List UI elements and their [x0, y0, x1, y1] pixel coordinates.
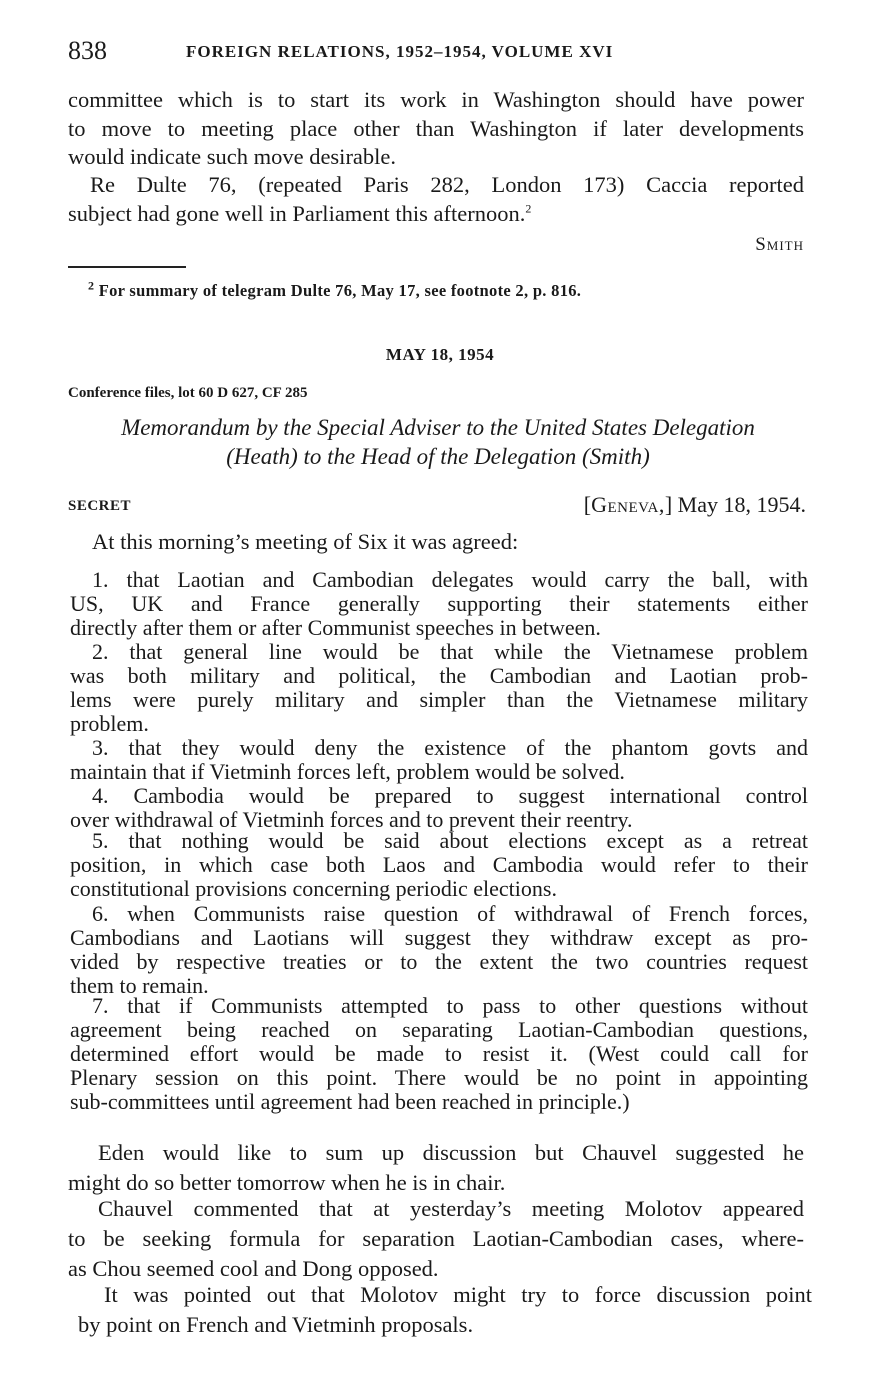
text-line: 2. that general line would be that while the Vietnamese problem [92, 639, 808, 664]
footnote-marker: 2 [88, 278, 95, 293]
agreement-item-5 [70, 829, 808, 901]
text-line: would indicate such move desirable. [68, 144, 397, 169]
date-heading: MAY 18, 1954 [385, 345, 495, 364]
agreement-item-2 [70, 640, 808, 736]
agreement-item-4 [70, 784, 808, 832]
closing-paragraph-1 [68, 1138, 804, 1198]
text-line: to be seeking formula for separation Laotian-Cambodian cases, where- [68, 1226, 804, 1251]
text-line: as Chou seemed cool and Dong opposed. [68, 1256, 439, 1281]
text-line: sub-committees until agreement had been reached in principle.) [70, 1089, 630, 1114]
text-line: Chauvel commented that at yesterday’s meeting Molotov appeared [98, 1196, 804, 1221]
text-line: was both military and political, the Cambodian and Laotian prob- [70, 663, 808, 688]
agreement-item-7 [70, 994, 808, 1114]
text-line: Re Dulte 76, (repeated Paris 282, London 173) Caccia reported [90, 172, 804, 197]
text-line: Cambodians and Laotians will suggest they withdraw except as pro- [70, 925, 808, 950]
dateline-date: May 18, 1954. [677, 492, 806, 517]
series-title: FOREIGN RELATIONS, 1952–1954, VOLUME XVI [186, 42, 614, 61]
text-line: to move to meeting place other than Washington if later developments [68, 115, 804, 141]
intro-paragraph [68, 528, 804, 557]
text-line: It was pointed out that Molotov might try to force discussion point [104, 1282, 812, 1307]
text-line: Eden would like to sum up discussion but Chauvel suggested he [98, 1140, 804, 1165]
footnote-rule [68, 266, 186, 268]
text-line: might do so better tomorrow when he is in chair. [68, 1170, 506, 1195]
dateline: [Geneva,] May 18, 1954. [583, 492, 806, 517]
text-line: 3. that they would deny the existence of the phantom govts and [92, 735, 808, 760]
classification-label: SECRET [68, 498, 132, 514]
agreement-item-3 [70, 736, 808, 784]
text-line: Plenary session on this point. There would be no point in appointing [70, 1065, 808, 1090]
text-line: 4. Cambodia would be prepared to suggest international control [92, 783, 808, 808]
text-line: determined effort would be made to resist it. (West could call for [70, 1041, 808, 1066]
page-number: 838 [68, 36, 107, 65]
text-line: 1. that Laotian and Cambodian delegates would carry the ball, with [92, 567, 808, 592]
dateline-place: Geneva, [591, 492, 665, 517]
text-line: directly after them or after Communist speeches in between. [70, 615, 601, 640]
text-line: by point on French and Vietminh proposals. [78, 1312, 474, 1337]
text-line: 5. that nothing would be said about elections except as a retreat [92, 828, 808, 853]
footnote [88, 278, 582, 301]
text-line: committee which is to start its work in Washington should have power [68, 87, 804, 112]
document-title-line: Memorandum by the Special Adviser to the United States Delegation [121, 415, 755, 440]
text-line: them to remain. [70, 973, 209, 998]
text-line: over withdrawal of Vietminh forces and to prevent their reentry. [70, 807, 633, 832]
text-line [68, 200, 804, 229]
footnote-reference: 2 [525, 201, 532, 215]
text-line: problem. [70, 711, 149, 736]
document-title-line: (Heath) to the Head of the Delegation (Smith) [226, 444, 650, 469]
text-line: maintain that if Vietminh forces left, problem would be solved. [70, 759, 625, 784]
continuation-paragraph [68, 86, 804, 172]
text-line: constitutional provisions concerning periodic elections. [70, 876, 557, 901]
text-line: vided by respective treaties or to the extent the two countries request [70, 949, 808, 974]
text-line: position, in which case both Laos and Cambodia would refer to their [70, 852, 808, 877]
text-line: 7. that if Communists attempted to pass to other questions without [92, 993, 808, 1018]
closing-paragraph-3 [78, 1280, 812, 1340]
source-line: Conference files, lot 60 D 627, CF 285 [68, 385, 308, 401]
signature: Smith [755, 234, 804, 255]
agreement-item-1 [70, 568, 808, 640]
running-head [68, 36, 808, 68]
text-line: agreement being reached on separating Laotian-Cambodian questions, [70, 1017, 808, 1042]
agreement-item-6 [70, 902, 808, 998]
dulte-paragraph [68, 171, 804, 228]
text-line: 6. when Communists raise question of withdrawal of French forces, [92, 901, 808, 926]
text-line: lems were purely military and simpler than the Vietnamese military [70, 687, 808, 712]
footnote-text: For summary of telegram Dulte 76, May 17, see footnote 2, p. 816. [98, 281, 582, 300]
document-title [68, 413, 808, 471]
text-line-content: subject had gone well in Parliament this afternoon. [68, 200, 526, 226]
text-line: At this morning’s meeting of Six it was agreed: [92, 529, 519, 554]
text-line: US, UK and France generally supporting their statements either [70, 591, 808, 616]
closing-paragraph-2 [68, 1194, 804, 1284]
